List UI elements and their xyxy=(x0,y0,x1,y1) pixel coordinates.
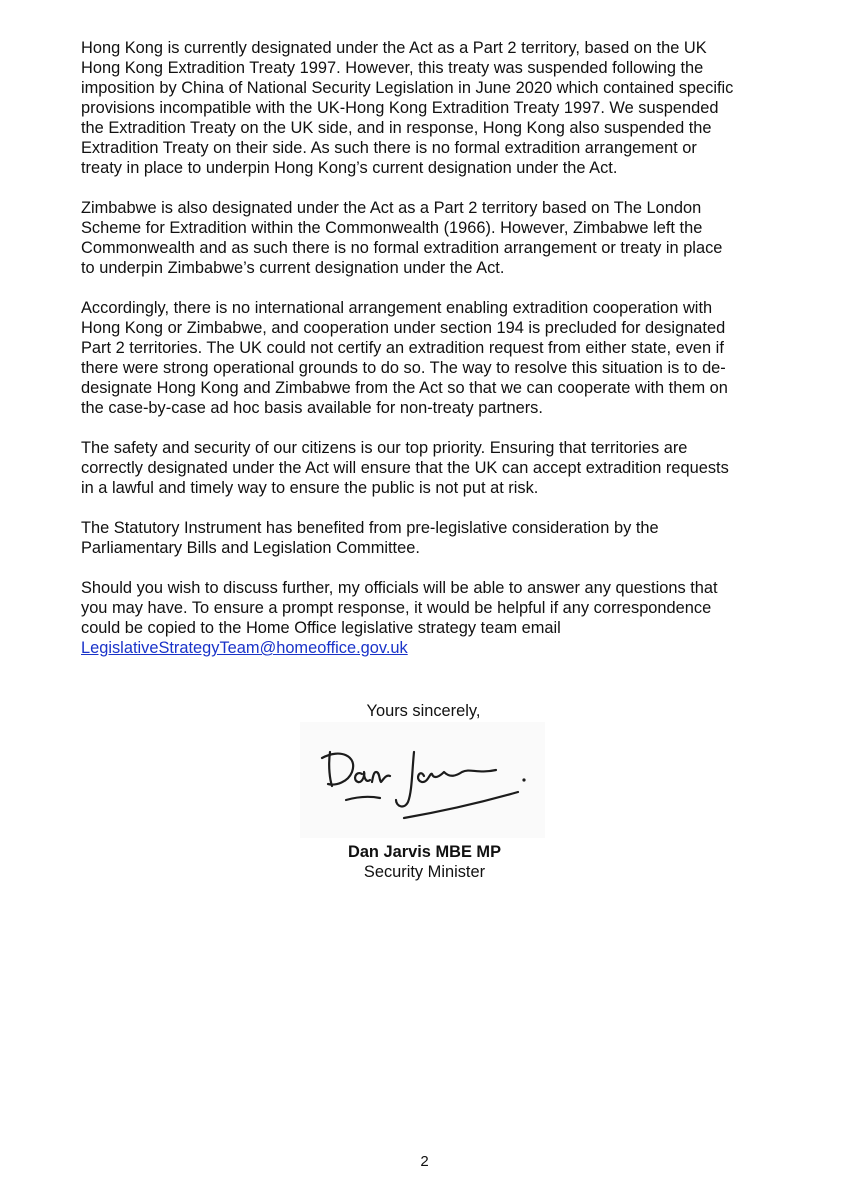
paragraph-statutory-instrument: The Statutory Instrument has benefited from pre-legislative consideration by the Parliamentary Bills and Legislation Committee. xyxy=(81,519,659,557)
paragraph-safety: The safety and security of our citizens is our top priority. Ensuring that territories are correctly designated under the Act will ensure that the UK can accept extradition requests in a lawful and timely way to ensure the public is not put at risk. xyxy=(81,439,729,497)
discuss-further-text: Should you wish to discuss further, my officials will be able to answer any questions that you may have. To ensure a prompt response, it would be helpful if any correspondence could be copied to the Home Office legislative strategy team email xyxy=(81,579,718,637)
signer-name: Dan Jarvis MBE MP xyxy=(347,843,502,861)
paragraph-discuss-further xyxy=(81,578,781,658)
signer-title: Security Minister xyxy=(363,863,486,881)
signature-image xyxy=(300,722,545,838)
closing-text: Yours sincerely, xyxy=(366,702,481,720)
email-link[interactable]: LegislativeStrategyTeam@homeoffice.gov.uk xyxy=(81,639,408,657)
paragraph-zimbabwe: Zimbabwe is also designated under the Act as a Part 2 territory based on The London Scheme for Extradition within the Commonwealth (1966). However, Zimbabwe left the Commonwealth and as such there is no formal extradition arrangement or treaty in place to underpin Zimbabwe’s current designation under the Act. xyxy=(81,199,723,277)
paragraph-accordingly: Accordingly, there is no international arrangement enabling extradition cooperation with Hong Kong or Zimbabwe, and cooperation under section 194 is precluded for designated Part 2 territories. The UK could not certify an extradition request from either state, even if there were strong operational grounds to do so. The way to resolve this situation is to de- designate Hong Kong and Zimbabwe from the Act so that we can cooperate with them on the case-by-case ad hoc basis available for non-treaty partners. xyxy=(81,299,728,417)
paragraph-hong-kong: Hong Kong is currently designated under the Act as a Part 2 territory, based on the UK Hong Kong Extradition Treaty 1997. However, this treaty was suspended following the imposition by China of National Security Legislation in June 2020 which contained specific provisions incompatible with the UK-Hong Kong Extradition Treaty 1997. We suspended the Extradition Treaty on the UK side, and in response, Hong Kong also suspended the Extradition Treaty on their side. As such there is no formal extradition arrangement or treaty in place to underpin Hong Kong’s current designation under the Act. xyxy=(81,39,734,177)
page-number: 2 xyxy=(420,1153,429,1170)
letter-body xyxy=(81,38,781,658)
closing-salutation xyxy=(0,701,849,721)
